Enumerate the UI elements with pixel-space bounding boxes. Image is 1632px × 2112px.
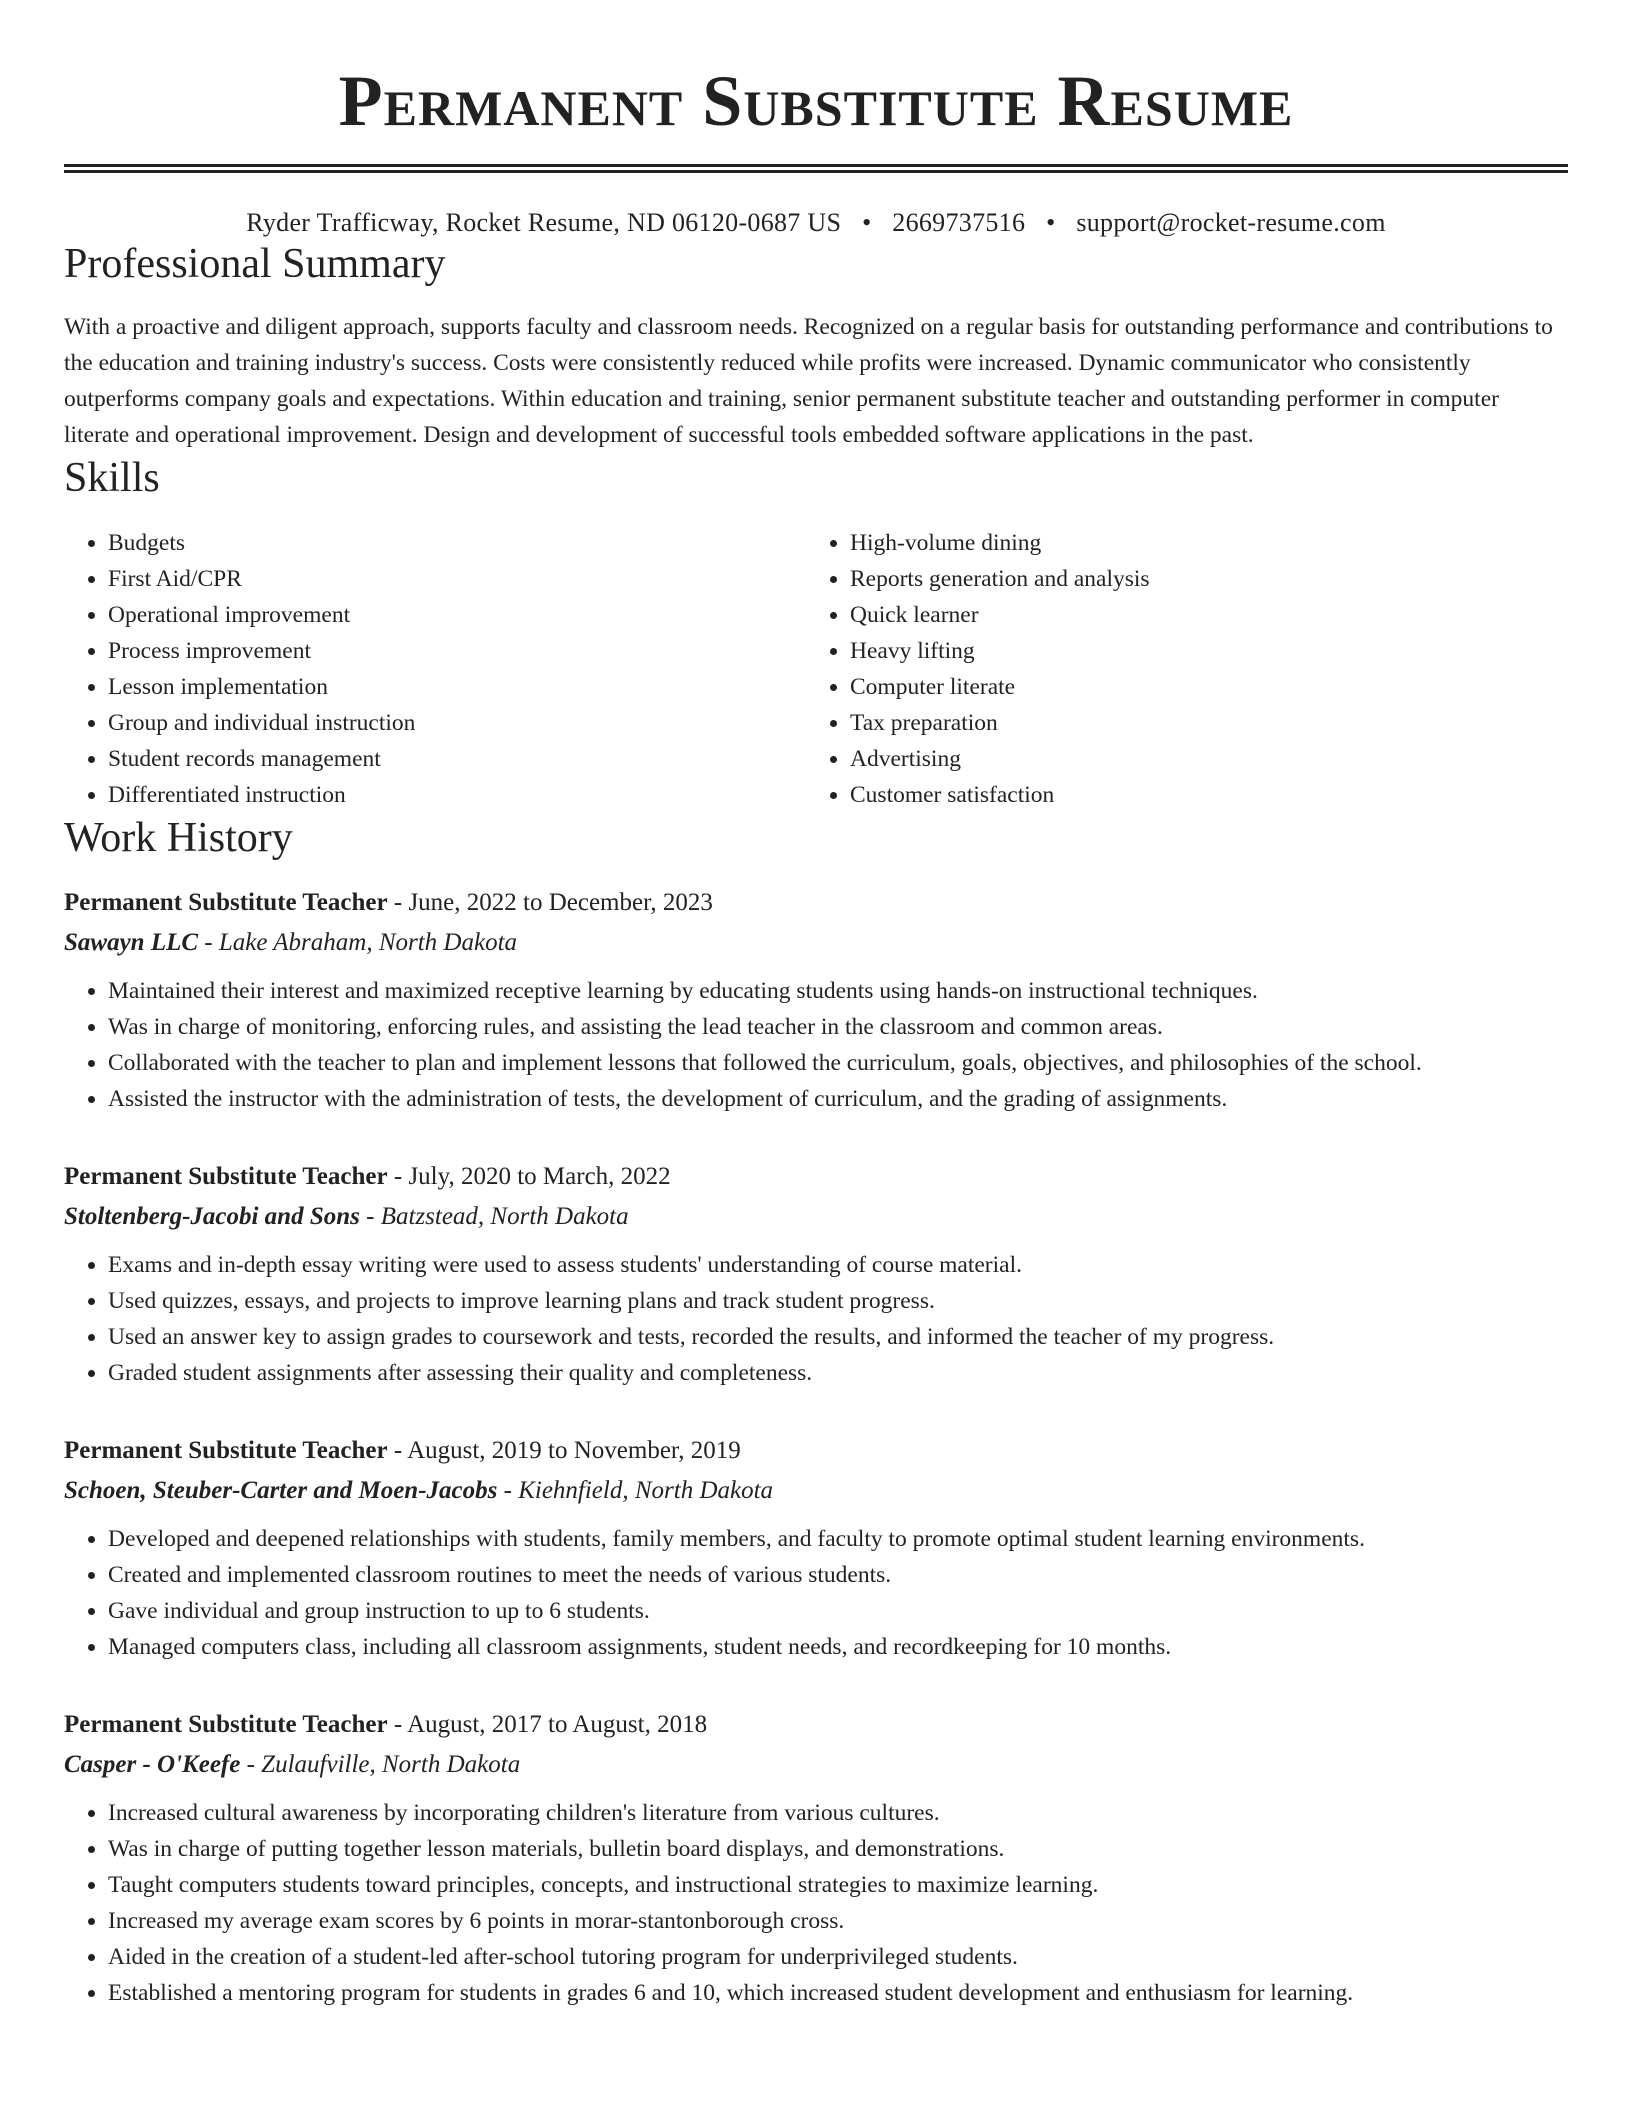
skill-item: • Heavy lifting (850, 633, 1548, 669)
job-bullet: • Graded student assignments after assessing their quality and completeness. (108, 1355, 1568, 1391)
job-bullet: • Assisted the instructor with the administration of tests, the development of curriculum, and the grading of assignments. (108, 1081, 1568, 1117)
dash: - (497, 1477, 519, 1504)
page-title: Permanent Substitute Resume (338, 61, 1294, 141)
summary-text: With a proactive and diligent approach, supports faculty and classroom needs. Recognized on a regular basis for outstanding performance and contributions to the education and training industry's success. Costs were consistently reduced while profits were increased. Dynamic communicator who consistently outperforms company goals and expectations. Within education and training, senior permanent substitute teacher and outstanding performer in computer literate and operational improvement. Design and development of successful tools embedded software applications in the past. (64, 314, 1553, 448)
job-company-line (64, 925, 1568, 961)
skill-item: • Operational improvement (108, 597, 806, 633)
dash: - (198, 929, 219, 956)
contact-separator: • (1046, 208, 1056, 237)
job-title-line (64, 885, 1568, 921)
skill-item: • Quick learner (850, 597, 1548, 633)
job-bullet: • Was in charge of monitoring, enforcing rules, and assisting the lead teacher in the classroom and common areas. (108, 1009, 1568, 1045)
job-bullets (64, 1795, 1568, 2011)
job-company-line (64, 1747, 1568, 1783)
job-title-line (64, 1707, 1568, 1743)
job-bullet: • Increased my average exam scores by 6 points in morar-stantonborough cross. (108, 1903, 1568, 1939)
job-company: Sawayn LLC (64, 929, 199, 956)
job-title: Permanent Substitute Teacher (64, 1163, 388, 1190)
skill-item: • Process improvement (108, 633, 806, 669)
job-entry (64, 1433, 1568, 1665)
job-dates: July, 2020 to March, 2022 (408, 1163, 671, 1190)
job-bullet: • Increased cultural awareness by incorporating children's literature from various cultures. (108, 1795, 1568, 1831)
job-bullet: • Created and implemented classroom routines to meet the needs of various students. (108, 1557, 1568, 1593)
job-bullet: • Managed computers class, including all classroom assignments, student needs, and recordkeeping for 10 months. (108, 1629, 1568, 1665)
job-dates: August, 2019 to November, 2019 (407, 1437, 741, 1464)
job-bullets (64, 1521, 1568, 1665)
skill-item: • Advertising (850, 741, 1548, 777)
dash: - (387, 1711, 408, 1738)
skill-item: • Computer literate (850, 669, 1548, 705)
job-company: Schoen, Steuber-Carter and Moen-Jacobs (64, 1477, 498, 1504)
job-title: Permanent Substitute Teacher (64, 889, 388, 916)
title-divider (64, 164, 1568, 173)
job-bullet: • Developed and deepened relationships with students, family members, and faculty to promote optimal student learning environments. (108, 1521, 1568, 1557)
dash: - (387, 1437, 408, 1464)
job-location: Zulaufville, North Dakota (261, 1751, 521, 1778)
job-dates: August, 2017 to August, 2018 (407, 1711, 708, 1738)
job-title: Permanent Substitute Teacher (64, 1437, 388, 1464)
skills-heading: Skills (64, 455, 160, 501)
contact-line (64, 207, 1568, 239)
skill-item: • Reports generation and analysis (850, 561, 1548, 597)
job-dates: June, 2022 to December, 2023 (408, 889, 713, 916)
contact-phone: 2669737516 (892, 208, 1026, 237)
contact-address: Ryder Trafficway, Rocket Resume, ND 06120-0687 US (246, 208, 842, 237)
job-bullet: • Was in charge of putting together lesson materials, bulletin board displays, and demonstrations. (108, 1831, 1568, 1867)
job-location: Batzstead, North Dakota (380, 1203, 629, 1230)
job-title-line (64, 1159, 1568, 1195)
dash: - (359, 1203, 381, 1230)
skill-item: • First Aid/CPR (108, 561, 806, 597)
job-company-line (64, 1473, 1568, 1509)
job-title-line (64, 1433, 1568, 1469)
job-bullet: • Maintained their interest and maximized receptive learning by educating students using hands-on instructional techniques. (108, 973, 1568, 1009)
work-history-heading: Work History (64, 815, 293, 861)
dash: - (387, 889, 409, 916)
job-bullet: • Established a mentoring program for students in grades 6 and 10, which increased student development and enthusiasm for learning. (108, 1975, 1568, 2011)
skill-item: • Differentiated instruction (108, 777, 806, 813)
job-location: Lake Abraham, North Dakota (218, 929, 518, 956)
dash: - (240, 1751, 262, 1778)
job-bullets (64, 973, 1568, 1117)
skill-item: • Budgets (108, 525, 806, 561)
job-bullet: • Collaborated with the teacher to plan and implement lessons that followed the curriculum, goals, objectives, and philosophies of the school. (108, 1045, 1568, 1081)
job-company: Stoltenberg-Jacobi and Sons (64, 1203, 360, 1230)
contact-email: support@rocket-resume.com (1076, 208, 1386, 237)
job-bullet: • Used an answer key to assign grades to coursework and tests, recorded the results, and informed the teacher of my progress. (108, 1319, 1568, 1355)
job-bullet: • Gave individual and group instruction to up to 6 students. (108, 1593, 1568, 1629)
resume-page (64, 0, 1568, 2011)
job-entry (64, 1707, 1568, 2011)
job-company-line (64, 1199, 1568, 1235)
dash: - (387, 1163, 409, 1190)
skills-column-left (64, 525, 806, 813)
skill-item: • Customer satisfaction (850, 777, 1548, 813)
skill-item: • Group and individual instruction (108, 705, 806, 741)
job-bullet: • Aided in the creation of a student-led after-school tutoring program for underprivileged students. (108, 1939, 1568, 1975)
job-company: Casper - O'Keefe (64, 1751, 241, 1778)
job-bullets (64, 1247, 1568, 1391)
skills-column-right (806, 525, 1548, 813)
job-entry (64, 885, 1568, 1117)
job-bullet: • Taught computers students toward principles, concepts, and instructional strategies to maximize learning. (108, 1867, 1568, 1903)
skill-item: • Lesson implementation (108, 669, 806, 705)
skill-item: • High-volume dining (850, 525, 1548, 561)
job-entry (64, 1159, 1568, 1391)
skill-item: • Tax preparation (850, 705, 1548, 741)
job-bullet: • Used quizzes, essays, and projects to improve learning plans and track student progress. (108, 1283, 1568, 1319)
skill-item: • Student records management (108, 741, 806, 777)
job-title: Permanent Substitute Teacher (64, 1711, 388, 1738)
summary-heading: Professional Summary (64, 241, 446, 287)
job-location: Kiehnfield, North Dakota (518, 1477, 774, 1504)
contact-separator: • (862, 208, 872, 237)
job-bullet: • Exams and in-depth essay writing were used to assess students' understanding of course material. (108, 1247, 1568, 1283)
skills-list (64, 525, 1568, 813)
